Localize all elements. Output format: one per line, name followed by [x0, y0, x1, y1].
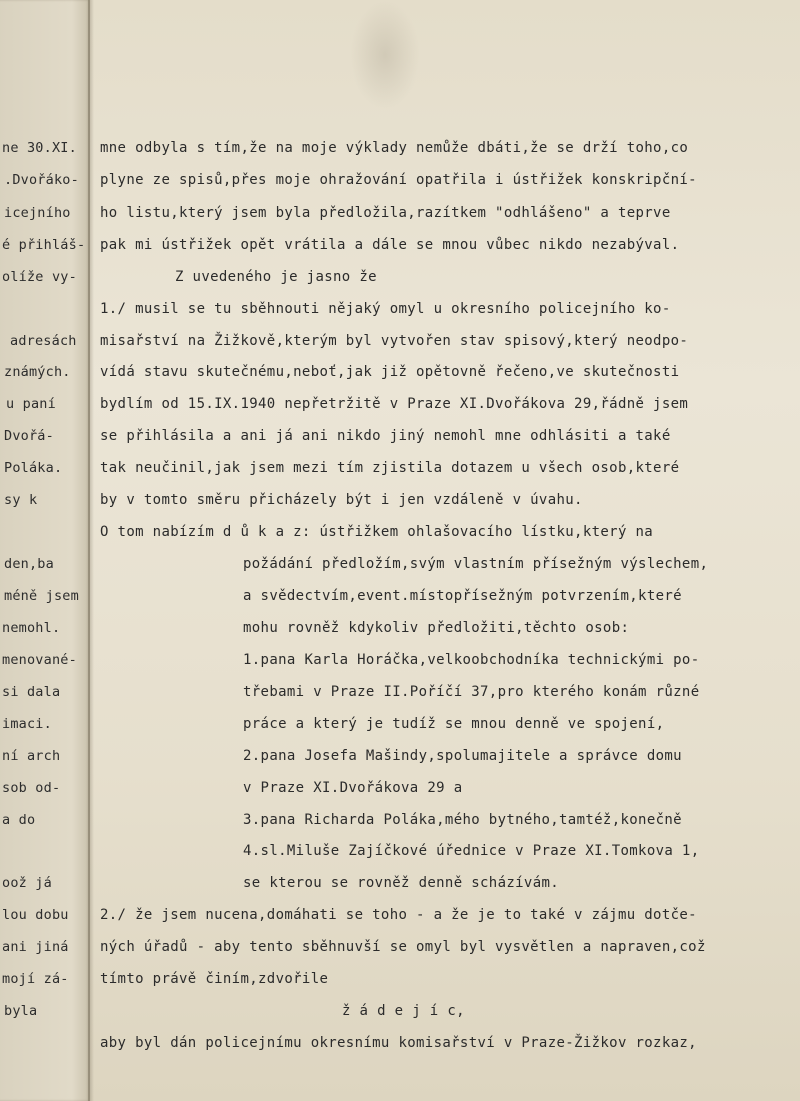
body-line: by v tomto směru přicházely být i jen vzdáleně v úvahu. [100, 492, 583, 508]
strip-line: ani jiná [2, 939, 69, 955]
strip-line: ne 30.XI. [2, 140, 77, 156]
body-line: plyne ze spisů,přes moje ohražování opatřila i ústřižek konskripční- [100, 172, 697, 188]
strip-line: icejního [4, 205, 71, 221]
strip-line: nemohl. [2, 620, 61, 636]
body-line: se kterou se rovněž denně scházívám. [243, 875, 560, 891]
body-line: 2.pana Josefa Mašindy,spolumajitele a správce domu [243, 748, 682, 764]
body-line: třebami v Praze II.Poříčí 37,pro kterého konám různé [243, 684, 700, 700]
body-line: mne odbyla s tím,že na moje výklady nemůže dbáti,že se drží toho,co [100, 140, 689, 156]
body-line: tímto právě činím,zdvořile [100, 971, 329, 987]
body-line: mohu rovněž kdykoliv předložiti,těchto osob: [243, 620, 630, 636]
paper-stain [350, 0, 420, 110]
strip-line: imaci. [2, 716, 52, 732]
body-line: pak mi ústřižek opět vrátila a dále se mnou vůbec nikdo nezabýval. [100, 237, 680, 253]
body-line: ných úřadů - aby tento sběhnuvší se omyl byl vysvětlen a napraven,což [100, 939, 706, 955]
body-line: požádání předložím,svým vlastním přísežným výslechem, [243, 556, 709, 572]
body-line: aby byl dán policejnímu okresnímu komisařství v Praze-Žižkov rozkaz, [100, 1035, 697, 1051]
body-line: se přihlásila a ani já ani nikdo jiný nemohl mne odhlásiti a také [100, 428, 671, 444]
strip-line: .Dvořáko- [4, 172, 79, 188]
body-line: a svědectvím,event.místopřísežným potvrzením,které [243, 588, 682, 604]
strip-line: sob od- [2, 780, 61, 796]
strip-line: Poláka. [4, 460, 63, 476]
strip-shadow [88, 0, 94, 1101]
strip-line: sy k [4, 492, 38, 508]
body-line: ž á d e j í c, [342, 1003, 465, 1019]
body-line: 2./ že jsem nucena,domáhati se toho - a že je to také v zájmu dotče- [100, 907, 697, 923]
body-line: ho listu,který jsem byla předložila,razítkem "odhlášeno" a teprve [100, 205, 671, 221]
body-line: 3.pana Richarda Poláka,mého bytného,tamtéž,konečně [243, 812, 682, 828]
body-line: Z uvedeného je jasno že [175, 269, 377, 285]
strip-line: byla [4, 1003, 38, 1019]
strip-line: a do [2, 812, 36, 828]
strip-line: oož já [2, 875, 52, 891]
body-line: misařství na Žižkově,kterým byl vytvořen stav spisový,který neodpo- [100, 333, 689, 349]
body-line: práce a který je tudíž se mnou denně ve spojení, [243, 716, 665, 732]
overlapping-page-strip [0, 0, 90, 1101]
strip-line: menované- [2, 652, 77, 668]
body-line: 1./ musil se tu sběhnouti nějaký omyl u okresního policejního ko- [100, 301, 671, 317]
strip-line: é přihláš- [2, 237, 86, 253]
body-line: vídá stavu skutečnému,neboť,jak již opětovně řečeno,ve skutečnosti [100, 364, 680, 380]
body-line: 4.sl.Miluše Zajíčkové úřednice v Praze XI.Tomkova 1, [243, 843, 700, 859]
strip-line: adresách [10, 333, 77, 349]
strip-line: u paní [6, 396, 56, 412]
body-line: bydlím od 15.IX.1940 nepřetržitě v Praze XI.Dvořákova 29,řádně jsem [100, 396, 689, 412]
strip-line: mojí zá- [2, 971, 69, 987]
strip-line: lou dobu [2, 907, 69, 923]
strip-line: Dvořá- [4, 428, 54, 444]
strip-line: ní arch [2, 748, 61, 764]
strip-line: si dala [2, 684, 61, 700]
body-line: O tom nabízím d ů k a z: ústřižkem ohlašovacího lístku,který na [100, 524, 654, 540]
strip-line: známých. [4, 364, 71, 380]
strip-line: olíže vy- [2, 269, 77, 285]
strip-line: den,ba [4, 556, 54, 572]
body-line: tak neučinil,jak jsem mezi tím zjistila dotazem u všech osob,které [100, 460, 680, 476]
body-line: v Praze XI.Dvořákova 29 a [243, 780, 463, 796]
body-line: 1.pana Karla Horáčka,velkoobchodníka technickými po- [243, 652, 700, 668]
strip-line: méně jsem [4, 588, 79, 604]
